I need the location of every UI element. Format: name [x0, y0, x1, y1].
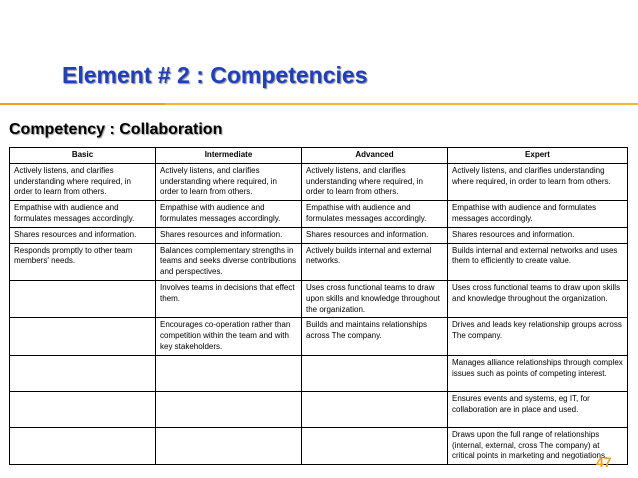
table-cell — [10, 427, 156, 464]
table-cell — [302, 427, 448, 464]
competency-table — [9, 147, 628, 465]
table-row — [10, 318, 628, 355]
header-expert: Expert — [448, 148, 628, 164]
table-header-row — [10, 148, 628, 164]
table-cell: Builds and maintains relationships across The company. — [302, 318, 448, 355]
title-divider-left — [0, 103, 165, 105]
table-cell: Actively listens, and clarifies understanding where required, in order to learn from others. — [302, 163, 448, 200]
table-cell: Involves teams in decisions that effect them. — [156, 280, 302, 317]
table-cell: Uses cross functional teams to draw upon skills and knowledge throughout the organization. — [448, 280, 628, 317]
table-cell — [10, 318, 156, 355]
table-cell — [156, 427, 302, 464]
table-cell: Drives and leads key relationship groups across The company. — [448, 318, 628, 355]
table-cell: Draws upon the full range of relationships (internal, external, cross The company) at critical points in marketing and negotiations. — [448, 427, 628, 464]
table-cell: Empathise with audience and formulates messages accordingly. — [156, 201, 302, 228]
table-cell: Empathise with audience and formulates messages accordingly. — [302, 201, 448, 228]
table-cell: Actively listens, and clarifies understanding where required, in order to learn from others. — [156, 163, 302, 200]
table-cell: Shares resources and information. — [448, 227, 628, 243]
table-cell: Manages alliance relationships through complex issues such as points of competing interest. — [448, 355, 628, 391]
table-cell: Empathise with audience and formulates messages accordingly. — [10, 201, 156, 228]
header-basic: Basic — [10, 148, 156, 164]
table-cell: Encourages co-operation rather than competition within the team and with key stakeholders. — [156, 318, 302, 355]
table-cell — [156, 391, 302, 427]
table-row — [10, 391, 628, 427]
page-number: 47 — [596, 454, 612, 470]
table-cell: Ensures events and systems, eg IT, for collaboration are in place and used. — [448, 391, 628, 427]
table-cell — [10, 355, 156, 391]
table-cell — [302, 355, 448, 391]
table-row — [10, 243, 628, 280]
table-cell — [302, 391, 448, 427]
table-row — [10, 355, 628, 391]
table-cell: Actively builds internal and external networks. — [302, 243, 448, 280]
table-row — [10, 201, 628, 228]
table-cell: Uses cross functional teams to draw upon skills and knowledge throughout the organization. — [302, 280, 448, 317]
table-row — [10, 427, 628, 464]
table-cell — [10, 391, 156, 427]
title-divider-right — [165, 103, 638, 105]
table-cell: Actively listens, and clarifies understanding where required, in order to learn from others. — [10, 163, 156, 200]
table-cell: Shares resources and information. — [10, 227, 156, 243]
slide-subtitle: Competency : Collaboration — [9, 121, 223, 138]
table-cell — [156, 355, 302, 391]
table-row — [10, 163, 628, 200]
table-cell: Shares resources and information. — [156, 227, 302, 243]
slide-title: Element # 2 : Competencies — [62, 62, 368, 88]
header-intermediate: Intermediate — [156, 148, 302, 164]
table-row — [10, 280, 628, 317]
table-cell: Shares resources and information. — [302, 227, 448, 243]
table-cell: Builds internal and external networks and uses them to efficiently to create value. — [448, 243, 628, 280]
table-cell: Empathise with audience and formulates messages accordingly. — [448, 201, 628, 228]
table-cell: Responds promptly to other team members' needs. — [10, 243, 156, 280]
table-cell: Actively listens, and clarifies understanding where required, in order to learn from others. — [448, 163, 628, 200]
table-cell: Balances complementary strengths in teams and seeks diverse contributions and perspectives. — [156, 243, 302, 280]
table-row — [10, 227, 628, 243]
top-bar — [0, 0, 638, 7]
table-cell — [10, 280, 156, 317]
header-advanced: Advanced — [302, 148, 448, 164]
